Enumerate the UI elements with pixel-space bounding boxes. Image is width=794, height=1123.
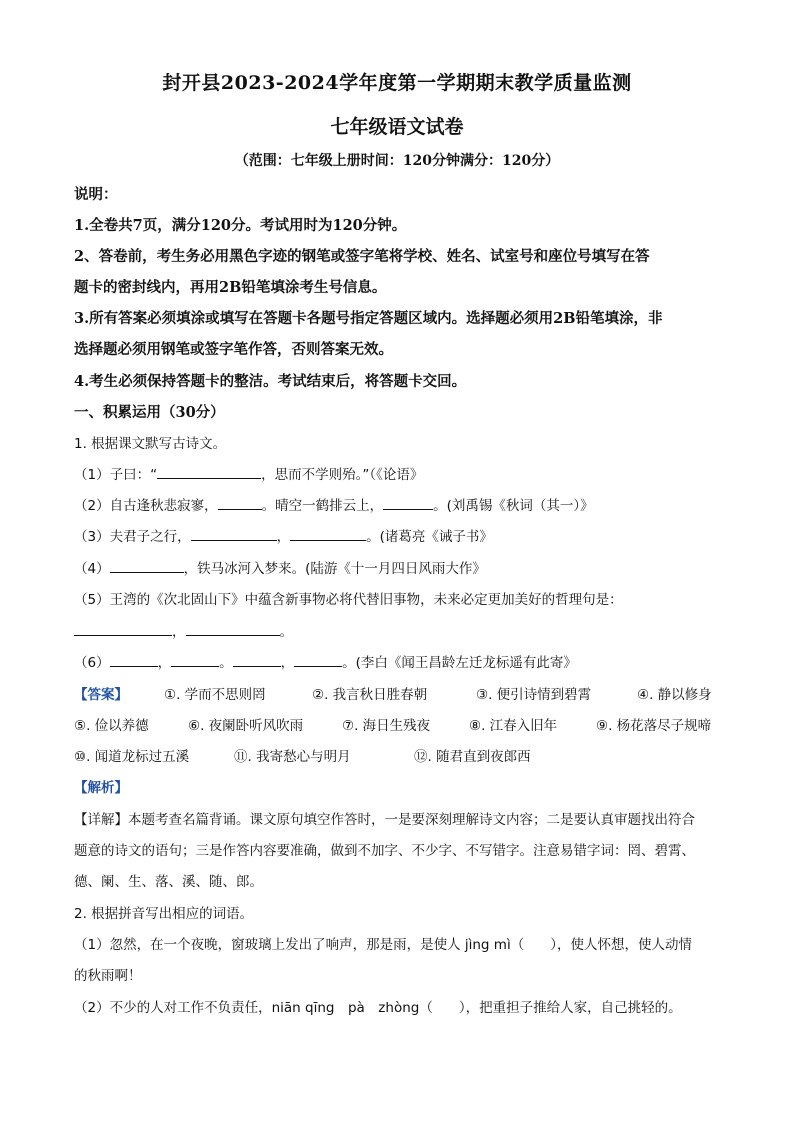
q1-item-2-text-c: 。(刘禹锡《秋词（其一）》 (433, 498, 594, 514)
detail-line-2: 题意的诗文的语句；三是作答内容要准确，做到不加字、不少字、不写错字。注意易错字词：罔、碧霄、 (74, 843, 695, 859)
q1-item-5b-text-c: 。 (279, 624, 293, 640)
answer-blank[interactable] (290, 528, 366, 541)
answer-10: ⑩. 闻道龙标过五溪 (74, 749, 190, 765)
q2-item-1-cont: 的秋雨啊！ (74, 968, 142, 984)
answer-1: ①. 学而不思则罔 (164, 687, 266, 703)
detail-line-3: 德、阑、生、落、溪、随、郎。 (74, 874, 263, 890)
answer-2: ②. 我言秋日胜春朝 (312, 687, 428, 703)
q1-item-5b-text-b: ， (172, 624, 186, 640)
q1-item-2 (74, 494, 594, 514)
answer-5: ⑤. 俭以养德 (74, 718, 149, 734)
q1-item-2-text-a: （2）自古逢秋悲寂寥， (74, 498, 218, 514)
answer-7: ⑦. 海日生残夜 (342, 718, 431, 734)
q1-item-3-text-a: （3）夫君子之行， (74, 529, 191, 545)
note-line-5: 选择题必须用钢笔或签字笔作答，否则答案无效。 (74, 341, 393, 358)
q1-prompt: 1. 根据课文默写古诗文。 (74, 436, 227, 452)
note-line-3: 题卡的密封线内，再用2B铅笔填涂考生号信息。 (74, 279, 387, 296)
section-heading: 一、积累运用（30分） (74, 404, 225, 421)
note-line-2: 2、答卷前，考生务必用黑色字迹的钢笔或签字笔将学校、姓名、试室号和座位号填写在答 (74, 248, 650, 265)
q1-item-3-text-c: 。(诸葛亮《诫子书》 (366, 529, 493, 545)
answer-9: ⑨. 杨花落尽子规啼 (596, 718, 712, 734)
q1-item-6-text-c: 。 (219, 655, 233, 671)
answer-3: ③. 便引诗情到碧霄 (476, 687, 592, 703)
q1-item-6-text-a: （6） (74, 655, 110, 671)
answer-blank[interactable] (233, 654, 281, 667)
note-line-1: 1.全卷共7页，满分120分。考试用时为120分钟。 (74, 217, 407, 234)
answer-blank[interactable] (171, 654, 219, 667)
q2-prompt: 2. 根据拼音写出相应的词语。 (74, 906, 254, 922)
answers-row-1 (74, 683, 712, 703)
q1-item-4 (74, 557, 486, 577)
answer-blank[interactable] (110, 654, 158, 667)
note-line-6: 4.考生必须保持答题卡的整洁。考试结束后，将答题卡交回。 (74, 373, 467, 390)
q1-item-6-text-e: 。(李白《闻王昌龄左迁龙标遥有此寄》 (342, 655, 577, 671)
q1-item-4-text-a: （4） (74, 561, 110, 577)
q1-item-1-text-a: （1）子曰：“ (74, 467, 158, 483)
q1-item-5: （5）王湾的《次北固山下》中蕴含新事物必将代替旧事物，未来必定更加美好的哲理句是： (74, 592, 623, 608)
answer-blank[interactable] (74, 623, 172, 636)
answer-4: ④. 静以修身 (637, 687, 712, 703)
exam-scope: （范围：七年级上册时间：120分钟满分：120分） (234, 153, 560, 169)
answer-12: ⑫. 随君直到夜郎西 (414, 749, 531, 765)
q2-item-1 (74, 933, 692, 953)
answer-blank[interactable] (383, 497, 433, 510)
q1-item-2-text-b: 。晴空一鹤排云上， (261, 498, 384, 514)
q1-item-1-text-b: ，思而不学则殆。”（《论语》 (261, 467, 424, 483)
q1-item-1 (74, 463, 423, 483)
detail-line-1: 【详解】本题考查名篇背诵。课文原句填空作答时，一是要深刻理解诗文内容；二是要认真审题找出符合 (74, 812, 695, 828)
answer-blank[interactable] (157, 466, 261, 479)
exam-title: 封开县2023-2024学年度第一学期期末教学质量监测 (162, 72, 632, 94)
q2-item-2 (74, 996, 682, 1016)
answer-tag: 【答案】 (74, 687, 128, 703)
q1-item-4-text-b: ，铁马冰河入梦来。(陆游《十一月四日风雨大作》 (183, 561, 486, 577)
answer-6: ⑥. 夜阑卧听风吹雨 (188, 718, 304, 734)
notes-heading: 说明： (74, 186, 118, 203)
q1-item-3 (74, 525, 493, 545)
answer-blank[interactable] (191, 528, 277, 541)
exam-subtitle: 七年级语文试卷 (330, 116, 464, 138)
q2-item-1-text-a: （1）忽然，在一个夜晚，窗玻璃上发出了响声，那是雨，是使人 jìng mì（ (74, 937, 525, 953)
note-line-4: 3.所有答案必须填涂或填写在答题卡各题号指定答题区域内。选择题必须用2B铅笔填涂，非 (74, 310, 663, 327)
answer-blank[interactable] (218, 497, 262, 510)
q1-item-6-text-d: ， (280, 655, 295, 671)
answer-8: ⑧. 江春入旧年 (469, 718, 558, 734)
answer-11: ⑪. 我寄愁心与明月 (234, 749, 351, 765)
q1-item-5-blanks (74, 620, 293, 640)
q1-item-3-text-b: ， (276, 529, 291, 545)
q2-item-2-text-b: ），把重担子推给人家，自己挑轻的。 (458, 1000, 682, 1016)
analysis-tag: 【解析】 (74, 780, 128, 796)
answer-blank[interactable] (110, 560, 184, 573)
q1-item-6 (74, 651, 577, 671)
q2-item-1-text-b: ），使人怀想，使人动情 (550, 937, 692, 953)
answer-blank[interactable] (294, 654, 342, 667)
q2-item-2-text-a: （2）不少的人对工作不负责任，niān qīng pà zhòng（ (74, 1000, 433, 1016)
q1-item-6-text-b: ， (157, 655, 172, 671)
answer-blank[interactable] (186, 623, 280, 636)
